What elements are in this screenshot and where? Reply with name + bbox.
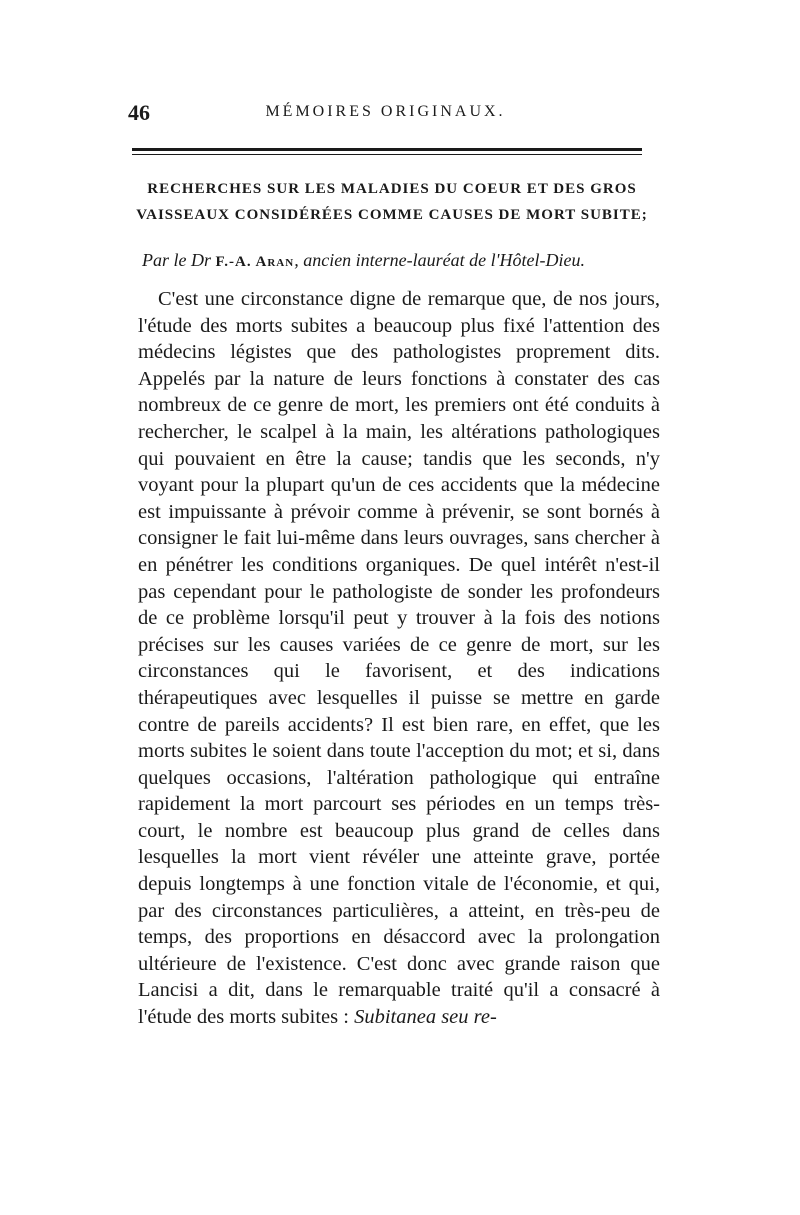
- header-rule: [132, 148, 642, 151]
- body-paragraph: [138, 286, 660, 1031]
- byline-prefix: Par le Dr: [142, 250, 211, 270]
- author-name: F.-A. Aran: [215, 254, 295, 270]
- page-number: 46: [128, 100, 150, 125]
- paragraph-text: C'est une circonstance digne de remarque que, de nos jours, l'étude des morts subites a beaucoup plus fixé l'attention des médecins légistes que des pathologistes proprement dits. Appelés par la nature de leurs fonctions à constater des cas nombreux de ce genre de mort, les premiers ont été conduits à rechercher, le scalpel à la main, les altérations pathologiques qui pouvaient en être la cause; tandis que les seconds, n'y voyant pour la plupart qu'un de ces accidents que la médecine est impuissante à prévoir comme à prévenir, se sont bornés à consigner le fait lui-même dans leurs ouvrages, sans chercher à en pénétrer les conditions organiques. De quel intérêt n'est-il pas cependant pour le pathologiste de sonder les profondeurs de ce problème lorsqu'il peut y trouver à la fois des notions précises sur les causes variées de ce genre de mort, sur les circonstances qui le favorisent, et des indications thérapeutiques avec lesquelles il puisse se mettre en garde contre de pareils accidents? Il est bien rare, en effet, que les morts subites le soient dans toute l'acception du mot; et si, dans quelques occasions, l'altération pathologique qui entraîne rapidement la mort parcourt ses périodes en un temps très-court, le nombre est beaucoup plus grand de celles dans lesquelles la mort vient révéler une atteinte grave, portée depuis longtemps à une fonction vitale de l'économie, et qui, par des circonstances particulières, a atteint, en très-peu de temps, des proportions en désaccord avec la prolongation ultérieure de l'existence. C'est donc avec grande raison que Lancisi a dit, dans le remarquable traité qu'il a consacré à l'étude des morts subites :: [138, 288, 660, 1029]
- article-title: RECHERCHES SUR LES MALADIES DU COEUR ET DES GROS VAISSEAUX CONSIDÉRÉES COMME CAUSES DE MORT SUBITE;: [136, 181, 648, 223]
- latin-quote: Subitanea seu re-: [354, 1006, 497, 1029]
- byline-suffix: , ancien interne-lauréat de l'Hôtel-Dieu.: [294, 250, 585, 270]
- running-head: MÉMOIRES ORIGINAUX.: [265, 103, 506, 120]
- byline: [142, 250, 642, 271]
- header-rule-thin: [132, 154, 642, 155]
- page-header: [128, 100, 643, 130]
